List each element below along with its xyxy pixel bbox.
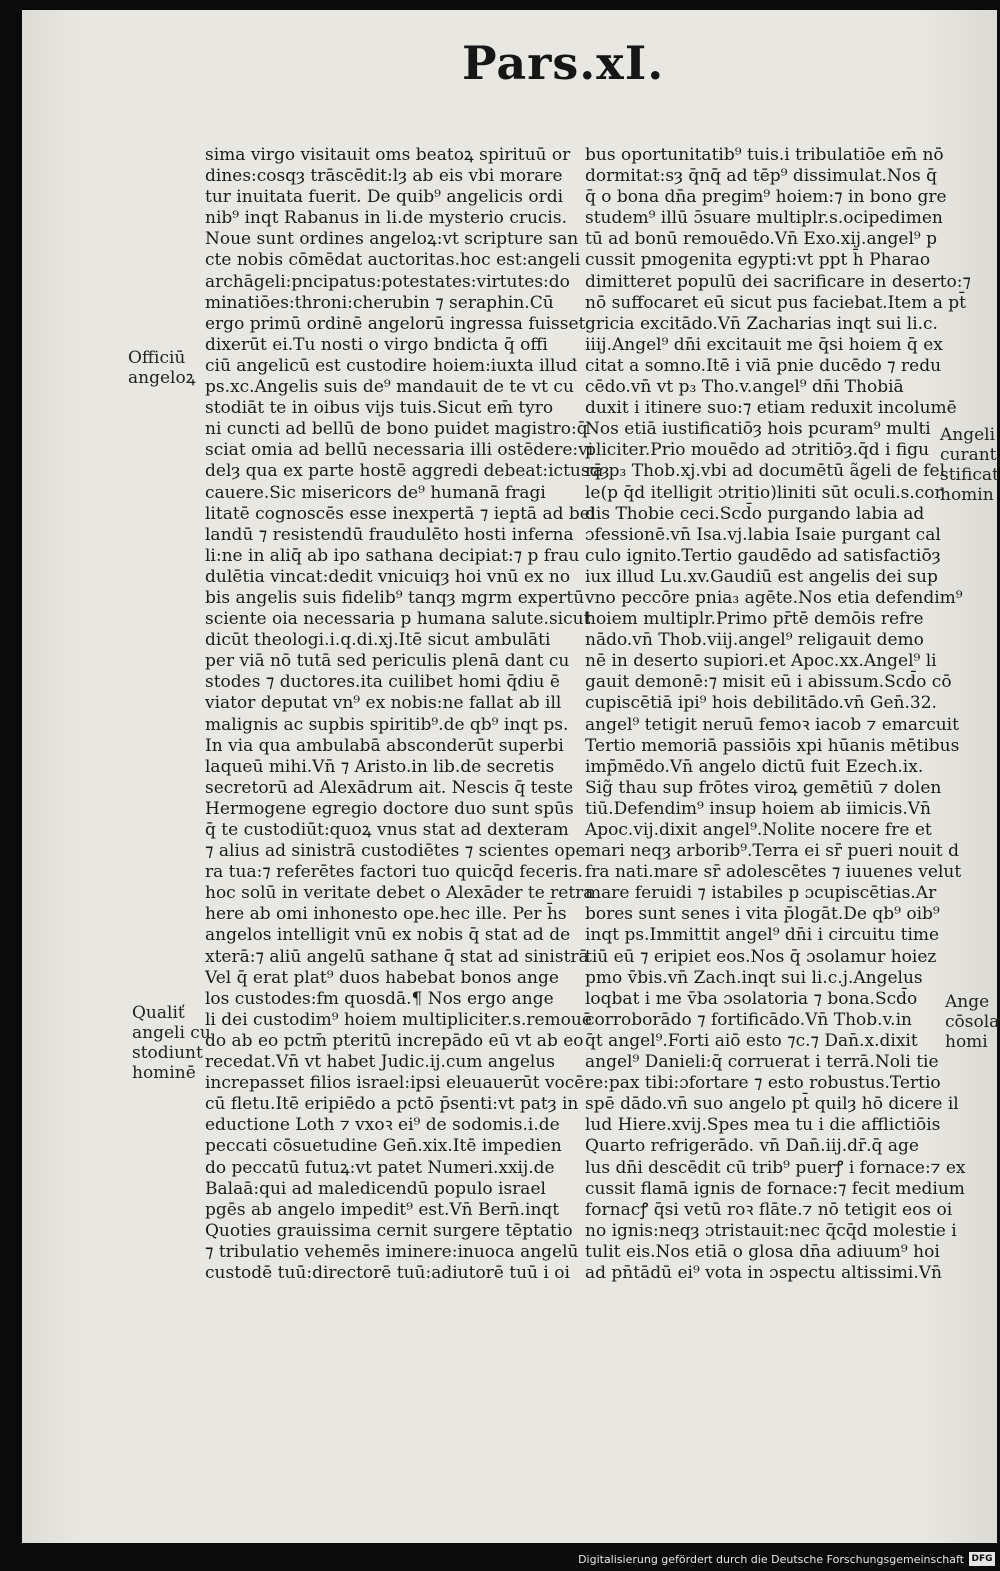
text-line: lud Hiere.xvij.Spes mea tu i die afflictiōis — [585, 1115, 941, 1136]
margin-note-line: homi — [945, 1032, 988, 1052]
margin-note-line: Qualiť — [132, 1003, 185, 1023]
text-line: peccati cōsuetudine Gen̄.xix.Itē impedien — [205, 1136, 562, 1157]
text-line: fornacꝭ q̄si vetū roꝛ flāte.⁊ nō tetigit eos oi — [585, 1199, 953, 1220]
text-line: increpasset filios israel:ipsi eleuauerūt vocē — [205, 1073, 585, 1094]
text-line: dixerūt ei.Tu nosti o virgo bndicta q̄ offi — [205, 334, 548, 355]
text-line: mari neqȝ arborib⁹.Terra ei sr̄ pueri nouit d — [585, 841, 959, 862]
text-line: dulētia vincat:dedit vnicuiqȝ hoi vnū ex no — [205, 566, 571, 587]
text-line: dormitat:sȝ q̄nq̄ ad tēp⁹ dissimulat.Nos q̄ — [585, 166, 938, 187]
margin-note-angeli-curant — [940, 425, 999, 505]
margin-note-line: curant — [940, 445, 997, 465]
text-line: ⁊ alius ad sinistrā custodiētes ⁊ scientes ope — [205, 841, 586, 862]
footer-credit: Digitalisierung gefördert durch die Deutsche Forschungsgemeinschaft — [578, 1553, 964, 1566]
text-line: here ab omi inhonesto ope.hec ille. Per h̄s — [205, 904, 567, 925]
text-line: gauit demonē:⁊ misit eū i abissum.Scd̄o cō — [585, 672, 952, 693]
text-line: cupiscētiā ipi⁹ hois debilitādo.vn̄ Gen̄.32. — [585, 693, 937, 714]
text-line: corroborādo ⁊ fortificādo.Vn̄ Thob.v.in — [585, 1009, 912, 1030]
text-line: pliciter.Pri̇o mouēdo ad ɔtritiōȝ.q̄d i figu — [585, 440, 930, 461]
text-line: loqbat i me v̄ba ɔsolatoria ⁊ bona.Scd̄o — [585, 988, 918, 1009]
text-line: re:pax tibi:ɔfortare ⁊ esto robustus.Tertio — [585, 1073, 941, 1094]
margin-note-qualiter — [132, 1003, 211, 1083]
text-line: nō suffocaret eū sicut pus faciebat.Item a pt̄ — [585, 292, 966, 313]
text-line: eductione Loth ⁊ vxoꝛ ei⁹ de sodomis.i.de — [205, 1115, 560, 1136]
text-line: cēdo.vn̄ vt p₃ Tho.v.angel⁹ dn̄i Thobiā — [585, 377, 904, 398]
text-line: Nos etiā iustificatiōȝ hois pcuram⁹ multi — [585, 419, 931, 440]
text-line: dimitteret populū dei sacrificare in deserto:⁊ — [585, 271, 971, 292]
text-line: nē in deserto supiori.et Apoc.xx.Angel⁹ li — [585, 651, 937, 672]
margin-note-angeli-consolantur — [945, 992, 999, 1052]
text-line: dis Thobie ceci.Scd̄o purgando labia ad — [585, 503, 925, 524]
text-line: dines:cosqȝ trāscēdit:lȝ ab eis vbi morare — [205, 166, 563, 187]
text-line: inqt ps.Immittit angel⁹ dn̄i i circuitu time — [585, 925, 940, 946]
margin-note-line: cōsola — [945, 1012, 1000, 1032]
text-line: hoiem multiplr.Primo pr̄tē demōis refre — [585, 609, 924, 630]
text-line: le(p q̄d itelligit ɔtritio)liniti sūt oculi.s.cor — [585, 482, 943, 503]
text-line: ps.xc.Angelis suis de⁹ mandauit de te vt cu — [205, 377, 574, 398]
text-line: tiū eū ⁊ eripiet eos.Nos q̄ ɔsolamur hoiez — [585, 946, 937, 967]
text-line: litatē cognoscēs esse inexpertā ⁊ ieptā ad bel — [205, 503, 596, 524]
text-line: xterā:⁊ aliū angelū sathane q̄ stat ad sinistrā — [205, 946, 589, 967]
text-line: sciat omia ad bellū necessaria illi ostēdere:vi — [205, 440, 594, 461]
text-line: duxit i itinere suo:⁊ etiam reduxit incolumē — [585, 398, 957, 419]
text-line: cauere.Sic misericors de⁹ humanā fragi — [205, 482, 546, 503]
margin-note-line: hominē — [132, 1063, 196, 1083]
text-line: iux illud Lu.xv.Gaudiū est angelis dei sup — [585, 566, 938, 587]
text-line: Sig̃ thau sup frōtes viroꝝ gemētiū ⁊ dolen — [585, 777, 942, 798]
text-line: li:ne in aliq̄ ab ipo sathana decipiat:⁊ p frau — [205, 545, 580, 566]
text-line: Balaā:qui ad maledicendū populo israel — [205, 1178, 546, 1199]
text-line: q̄t angel⁹.Forti aiō esto ⁊c.⁊ Dan̄.x.dixit — [585, 1030, 918, 1051]
text-line: ad pn̄tādū ei⁹ vota in ɔspectu altissimi.Vn̄ — [585, 1262, 942, 1283]
text-line: sciente oia necessaria p humana salute.sicut — [205, 609, 591, 630]
text-line: fra nati.mare sr̄ adolescētes ⁊ iuuenes velut — [585, 862, 962, 883]
text-line: stodiāt te in oibus vijs tuis.Sicut em̄ tyro — [205, 398, 554, 419]
text-line: bores sunt senes i vita p̄logāt.De qb⁹ oib⁹ — [585, 904, 940, 925]
text-line: do ab eo pctm̄ pteritū increpādo eū vt ab eo — [205, 1030, 584, 1051]
text-line: recedat.Vn̄ vt habet Judic.ij.cum angelus — [205, 1052, 556, 1073]
text-line: custodē tuū:directorē tuū:adiutorē tuū i oi — [205, 1262, 570, 1283]
text-line: Noue sunt ordines angeloꝝ:vt scripture san — [205, 229, 579, 250]
text-line: Quarto refrigerādo. vn̄ Dan̄.iij.dr̄.q̄ age — [585, 1136, 919, 1157]
text-line: Tertio memoriā passiōis xpi hūanis mētibus — [585, 735, 960, 756]
margin-note-line: Angeli — [940, 425, 996, 445]
text-line: lus dn̄i descēdit cū trib⁹ puerꝭ i fornace:⁊ ex — [585, 1157, 966, 1178]
left-text-column — [205, 145, 610, 1284]
margin-note-officium — [128, 348, 196, 388]
text-line: no ignis:neqȝ ɔtristauit:nec q̄cq̄d molestie i — [585, 1220, 957, 1241]
text-line: bis angelis suis fidelib⁹ tanqȝ mgrm expertū — [205, 587, 585, 608]
text-line: per viā nō tutā sed periculis plenā dant cu — [205, 651, 570, 672]
text-line: laqueū mihi.Vn̄ ⁊ Aristo.in lib.de secretis — [205, 756, 555, 777]
text-line: vno peccōre pnia₃ agēte.Nos etia defendim⁹ — [585, 587, 963, 608]
text-line: sima virgo visitauit oms beatoꝝ spirituū or — [205, 145, 571, 165]
margin-note-line: angeli cu — [132, 1023, 211, 1043]
text-line: culo ignito.Tertio gaudēdo ad satisfactiōȝ — [585, 545, 941, 566]
text-line: tulit eis.Nos etiā o glosa dn̄a adiuum⁹ hoi — [585, 1241, 940, 1262]
text-line: mare feruidi ⁊ istabiles p ɔcupiscētias.Ar — [585, 883, 937, 904]
text-line: Quoties grauissima cernit surgere tēptatio — [205, 1220, 573, 1241]
text-line: nādo.vn̄ Thob.viij.angel⁹ religauit demo — [585, 630, 924, 651]
text-line: do peccatū futuꝝ:vt patet Numeri.xxij.de — [205, 1157, 555, 1178]
text-line: citat a somno.Itē i viā pnie ducēdo ⁊ redu — [585, 355, 942, 376]
text-line: dicūt theologi.i.q.di.xj.Itē sicut ambulāti — [205, 630, 551, 651]
text-line: hoc solū in veritate debet o Alexāder te retra — [205, 883, 594, 904]
text-line: ra tua:⁊ referētes factori tuo quicq̄d feceris. — [205, 862, 583, 883]
text-line: studem⁹ illū ɔ̄suare multiplr.s.ocipedimen — [585, 208, 943, 229]
text-line: gricia excitādo.Vn̄ Zacharias inqt sui li.c. — [585, 313, 938, 334]
text-line: cussit pmogenita egypti:vt ppt h̄ Pharao — [585, 250, 931, 271]
text-line: landū ⁊ resistendū fraudulēto hosti inferna — [205, 524, 574, 545]
text-line: li dei custodim⁹ hoiem multipliciter.s.remouē — [205, 1009, 592, 1030]
dfg-logo-icon: DFG — [969, 1552, 995, 1566]
margin-note-line: Ange — [945, 992, 990, 1012]
text-line: cū fletu.Itē eripiēdo a pctō p̄senti:vt patȝ in — [205, 1094, 579, 1115]
text-line: cussit flamā ignis de fornace:⁊ fecit medium — [585, 1178, 965, 1199]
text-line: nib⁹ inqt Rabanus in li.de mysterio crucis. — [205, 208, 567, 229]
text-line: spē dādo.vn̄ suo angelo pt̄ quilȝ hō dicere il — [585, 1094, 959, 1115]
text-line: q̄ te custodiūt:quoꝝ vnus stat ad dexteram — [205, 820, 569, 840]
text-line: Hermogene egregio doctore duo sunt spūs — [205, 798, 574, 819]
text-line: archāgeli:pncipatus:potestates:virtutes:do — [205, 271, 570, 292]
text-line: tur inuitata fuerit. De quib⁹ angelicis ordi — [205, 187, 564, 208]
text-line: Vel q̄ erat plat⁹ duos habebat bonos ange — [205, 967, 559, 988]
text-line: ergo primū ordinē angelorū ingressa fuisset — [205, 313, 586, 334]
text-line: secretorū ad Alexādrum ait. Nescis q̄ teste — [205, 777, 574, 798]
text-line: In via qua ambulabā absconderūt superbi — [205, 735, 564, 756]
text-line: iiij.Angel⁹ dn̄i excitauit me q̄si hoiem q̄ ex — [585, 334, 943, 355]
text-line: tiū.Defendim⁹ insup hoiem ab iimicis.Vn̄ — [585, 798, 931, 819]
text-line: angel⁹ Danieli:q̄ corruerat i terrā.Noli tie — [585, 1052, 939, 1073]
text-line: angel⁹ tetigit neruū femoꝛ iacob ⁊ emarcuit — [585, 714, 959, 735]
text-line: imp̄mēdo.Vn̄ angelo dictū fuit Ezech.ix. — [585, 756, 924, 777]
margin-note-line: Officiū — [128, 348, 186, 368]
margin-note-line: stodiunt — [132, 1043, 203, 1063]
text-line: ni cuncti ad bellū de bono puidet magistro:q̄ — [205, 419, 588, 440]
margin-note-line: stificat — [940, 465, 999, 485]
margin-note-line: homin — [940, 485, 994, 505]
text-line: Apoc.vij.dixit angel⁹.Nolite nocere fre et — [585, 820, 932, 840]
margin-note-line: angeloꝝ — [128, 368, 196, 388]
running-header: Pars.xI. — [462, 36, 665, 90]
text-line: rā p₃ Thob.xj.vbi ad documētū ãgeli de fel — [585, 461, 946, 482]
text-line: tū ad bonū remouēdo.Vn̄ Exo.xij.angel⁹ p — [585, 229, 938, 250]
text-line: angelos intelligit vnū ex nobis q̄ stat ad de — [205, 925, 571, 946]
text-line: los custodes:fm quosdā.¶ Nos ergo ange — [205, 988, 554, 1009]
text-line: pgēs ab angelo impedit⁹ est.Vn̄ Bern̄.inqt — [205, 1199, 560, 1220]
text-line: malignis ac supbis spiritib⁹.de qb⁹ inqt ps. — [205, 714, 569, 735]
text-line: viator deputat vn⁹ ex nobis:ne fallat ab ill — [205, 693, 562, 714]
text-line: ⁊ tribulatio vehemēs iminere:inuoca angelū — [205, 1241, 579, 1262]
text-line: stodes ⁊ ductores.ita cuilibet homi q̄diu ē — [205, 672, 560, 693]
text-line: ɔfessionē.vn̄ Isa.vj.labia Isaie purgant cal — [585, 524, 941, 545]
text-line: bus oportunitatib⁹ tuis.i tribulatiōe em̄ nō — [585, 145, 944, 165]
text-line: ciū angelicū est custodire hoiem:iuxta illud — [205, 355, 578, 376]
text-line: q̄ o bona dn̄a pregim⁹ hoiem:⁊ in bono gre — [585, 187, 947, 208]
text-line: delȝ qua ex parte hostē aggredi debeat:ictusqȝ — [205, 461, 610, 482]
text-line: minatiōes:throni:cherubin ⁊ seraphin.Cū — [205, 292, 554, 313]
text-line: pmo v̄bis.vn̄ Zach.inqt sui li.c.j.Angelus — [585, 967, 923, 988]
text-line: cte nobis cōmēdat auctoritas.hoc est:angeli — [205, 250, 581, 271]
